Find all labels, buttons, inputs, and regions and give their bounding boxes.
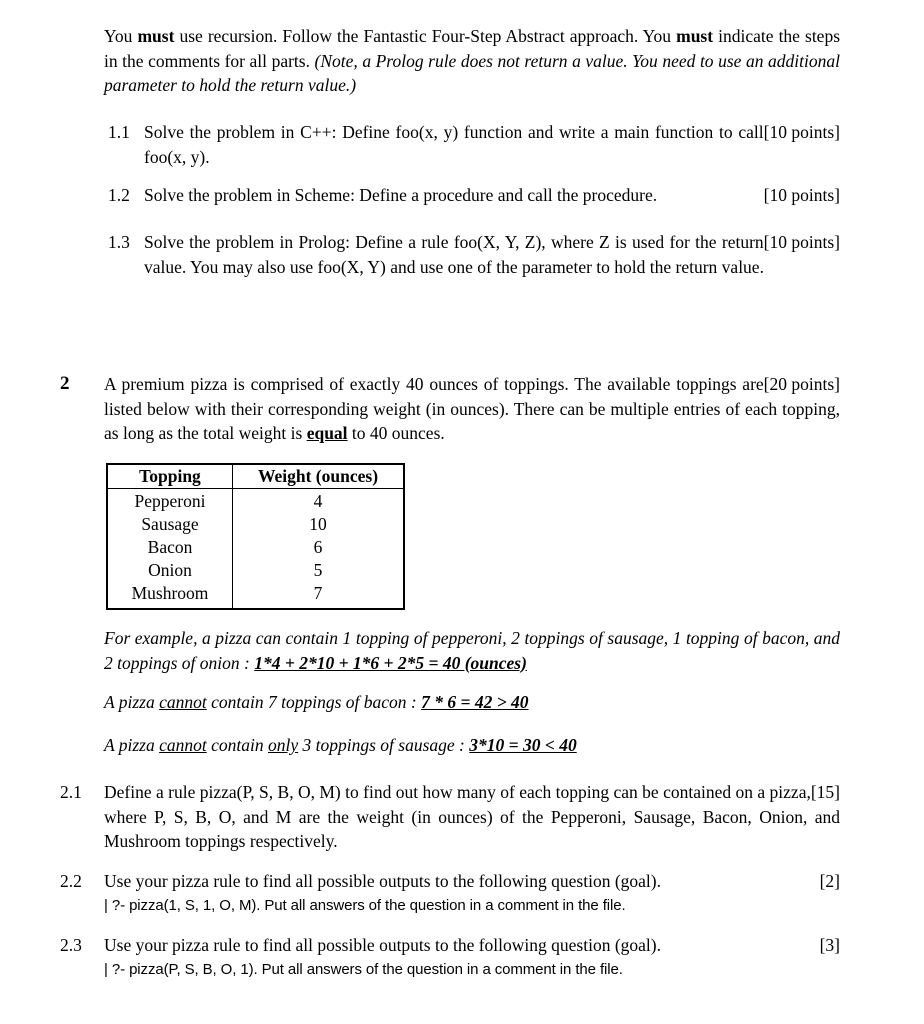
section-2-number: 2 [60, 373, 70, 394]
table-row [107, 513, 404, 536]
table-row [107, 536, 404, 559]
item-2-2-text: Use your pizza rule to find all possible outputs to the following question (goal). [104, 871, 661, 891]
item-2-1-points: [15] [810, 782, 840, 802]
toppings-table [106, 463, 405, 610]
section-2-text-part-2: to 40 ounces. [347, 423, 445, 443]
item-2-3-text: Use your pizza rule to find all possible outputs to the following question (goal). [104, 935, 661, 955]
intro-text-part-1: You [104, 26, 138, 46]
item-1-3-points: [10 points] [763, 232, 840, 252]
item-1-1-number: 1.1 [108, 122, 130, 142]
item-2-2 [60, 869, 840, 917]
toppings-table-head [107, 464, 404, 489]
table-row [107, 582, 404, 609]
section-2-text-part-1: A premium pizza is comprised of exactly 40 ounces of toppings. The available toppings are listed below with their corresponding weight (in ounces). There can be multiple entries of each topping, as long as the total weight is [104, 374, 840, 443]
item-1-3 [108, 230, 840, 279]
cell-topping: Pepperoni [107, 489, 233, 514]
item-1-3-text: Solve the problem in Prolog: Define a rule foo(X, Y, Z), where Z is used for the return value. You may also use foo(X, Y) and use one of the parameter to hold the return value. [144, 232, 764, 277]
item-1-2-number: 1.2 [108, 185, 130, 205]
example-3-text-part-2: contain [206, 735, 268, 755]
item-2-3-points: [3] [819, 935, 840, 955]
item-2-3 [60, 933, 840, 981]
item-2-3-code: | ?- pizza(P, S, B, O, 1). Put all answers of the question in a comment in the file. [104, 960, 623, 978]
cell-weight: 6 [313, 537, 323, 557]
example-2-text-part-2: contain 7 toppings of bacon : [206, 692, 422, 712]
item-1-2 [108, 183, 840, 208]
column-header-topping: Topping [107, 464, 233, 489]
table-row [107, 559, 404, 582]
table-row [107, 489, 404, 514]
cell-topping: Mushroom [107, 582, 233, 609]
example-3-emphasis-cannot: cannot [159, 735, 207, 755]
toppings-table-body [107, 489, 404, 610]
item-2-1 [60, 780, 840, 854]
item-1-1 [108, 120, 840, 169]
example-2-emphasis-cannot: cannot [159, 692, 207, 712]
section-2-points: [20 points] [763, 374, 840, 394]
cell-topping: Onion [107, 559, 233, 582]
item-2-3-number: 2.3 [60, 935, 82, 955]
intro-italic-note: (Note, a Prolog rule does not return a value. You need to use an additional parameter to hold the return value.) [104, 50, 840, 95]
example-3-formula: 3*10 = 30 < 40 [469, 735, 577, 755]
example-3-text-part-3: 3 toppings of sausage : [298, 735, 470, 755]
item-2-1-number: 2.1 [60, 782, 82, 802]
example-2-text-part-1: A pizza [104, 692, 160, 712]
item-1-1-text: Solve the problem in C++: Define foo(x, y) function and write a main function to call foo(x, y). [144, 122, 764, 167]
example-2-formula: 7 * 6 = 42 > 40 [421, 692, 529, 712]
example-paragraph-3 [104, 733, 840, 758]
table-header-row [107, 464, 404, 489]
intro-text-part-2: use recursion. Follow the Fantastic Four-Step Abstract approach. You [174, 26, 677, 46]
item-1-1-points: [10 points] [763, 122, 840, 142]
example-1-text: For example, a pizza can contain 1 topping of pepperoni, 2 toppings of sausage, 1 topping of bacon, and 2 toppings of onion : [104, 628, 840, 673]
intro-bold-must-2: must [676, 26, 714, 46]
example-paragraph-1 [104, 626, 840, 675]
example-3-text-part-1: A pizza [104, 735, 160, 755]
item-2-2-code: | ?- pizza(1, S, 1, O, M). Put all answers of the question in a comment in the file. [104, 896, 626, 914]
example-paragraph-2 [104, 690, 840, 715]
item-2-2-points: [2] [819, 871, 840, 891]
item-1-3-number: 1.3 [108, 232, 130, 252]
item-2-2-number: 2.2 [60, 871, 82, 891]
example-1-formula: 1*4 + 2*10 + 1*6 + 2*5 = 40 (ounces) [254, 652, 527, 673]
column-header-weight: Weight (ounces) [233, 464, 405, 489]
item-1-2-points: [10 points] [763, 185, 840, 205]
section-2-emphasis-equal: equal [306, 423, 348, 443]
item-1-2-text: Solve the problem in Scheme: Define a procedure and call the procedure. [144, 185, 658, 205]
item-2-1-text: Define a rule pizza(P, S, B, O, M) to find out how many of each topping can be contained on a pizza, where P, S, B, O, and M are the weight (in ounces) of the Pepperoni, Sausage, Bacon, Onion, and Mushroom toppings respectively. [104, 782, 840, 851]
cell-weight: 10 [309, 514, 327, 534]
toppings-table-wrapper [106, 463, 405, 610]
section-2 [60, 372, 840, 446]
intro-text-part-3: indicate the steps in the comments for all parts. [104, 26, 841, 71]
cell-weight: 4 [313, 491, 323, 511]
cell-topping: Sausage [107, 513, 233, 536]
cell-topping: Bacon [107, 536, 233, 559]
intro-bold-must-1: must [137, 26, 175, 46]
cell-weight: 7 [313, 583, 323, 603]
intro-paragraph [104, 24, 840, 98]
example-3-emphasis-only: only [268, 735, 299, 755]
cell-weight: 5 [313, 560, 323, 580]
